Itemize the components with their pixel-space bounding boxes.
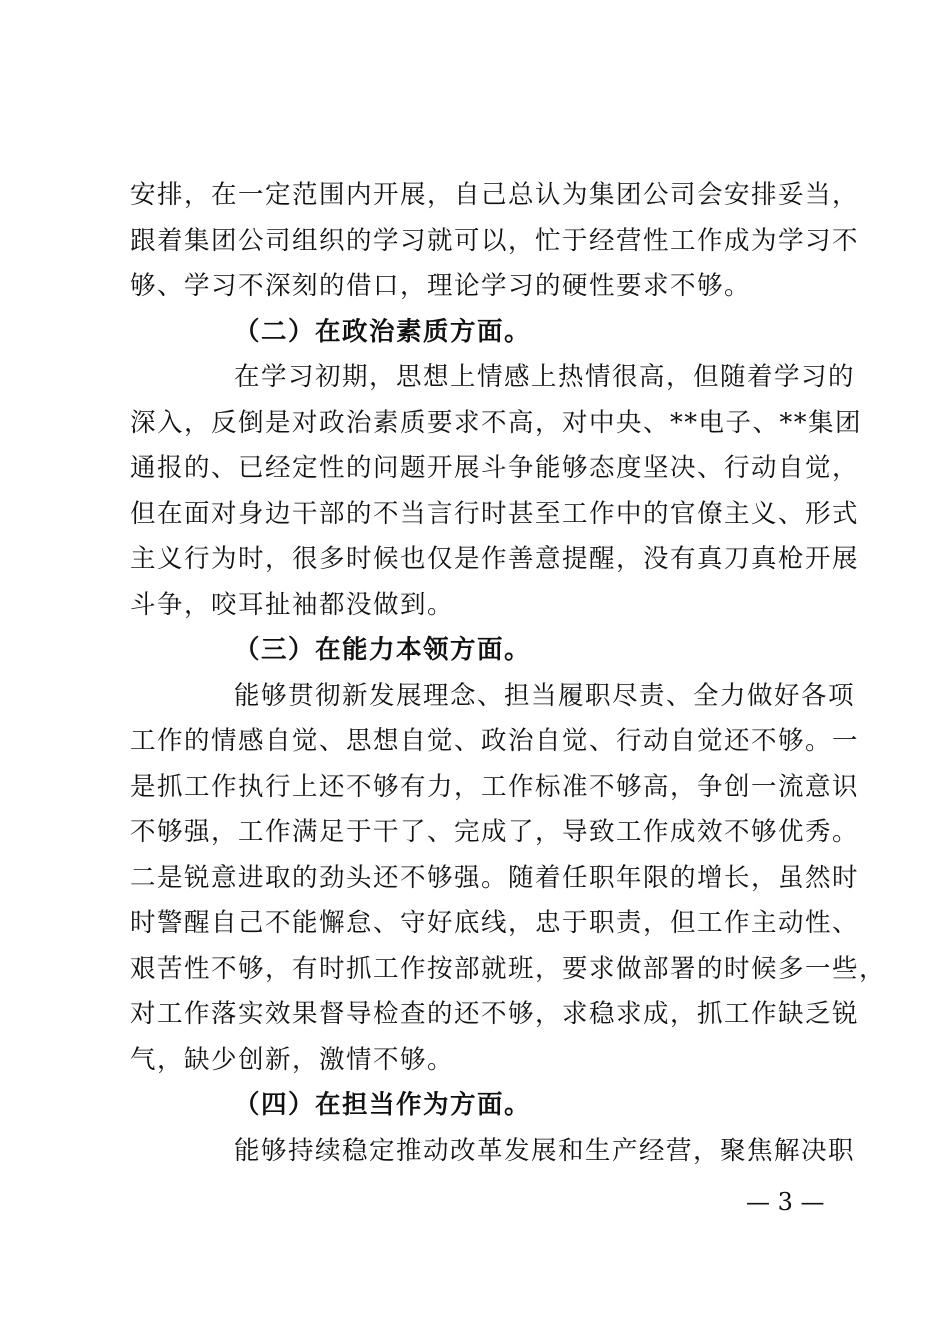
paragraph-line: 是抓工作执行上还不够有力，工作标准不够高，争创一流意识 [130,771,860,802]
paragraph-line: 在学习初期，思想上情感上热情很高，但随着学习的 [234,362,856,392]
paragraph-line: 但在面对身边干部的不当言行时甚至工作中的官僚主义、形式 [130,498,860,529]
paragraph-line: 气，缺少创新，激情不够。 [130,1044,455,1075]
section-heading-political: （二）在政治素质方面。 [234,316,532,347]
paragraph-line: 安排，在一定范围内开展，自己总认为集团公司会安排妥当， [130,180,860,210]
paragraph-line: 跟着集团公司组织的学习就可以，忙于经营性工作成为学习不 [130,225,860,256]
paragraph-line: 工作的情感自觉、思想自觉、政治自觉、行动自觉还不够。一 [130,726,860,756]
paragraph-line: 够、学习不深刻的借口，理论学习的硬性要求不够。 [130,271,752,301]
section-heading-responsibility: （四）在担当作为方面。 [234,1090,532,1120]
paragraph-line: 能够贯彻新发展理念、担当履职尽责、全力做好各项 [234,680,856,711]
paragraph-line: 时警醒自己不能懈怠、守好底线，忠于职责，但工作主动性、 [130,908,860,938]
paragraph-line: 斗争，咬耳扯袖都没做到。 [130,589,455,620]
paragraph-line: 不够强，工作满足于干了、完成了，导致工作成效不够优秀。 [130,817,860,847]
page-number: — 3 — [746,1188,825,1216]
paragraph-line: 深入，反倒是对政治素质要求不高，对中央、**电子、**集团 [130,407,863,438]
paragraph-line: 对工作落实效果督导检查的还不够，求稳求成，抓工作缺乏锐 [130,999,860,1029]
section-heading-ability: （三）在能力本领方面。 [234,635,532,665]
paragraph-line: 能够持续稳定推动改革发展和生产经营，聚焦解决职 [234,1135,856,1166]
paragraph-line: 通报的、已经定性的问题开展斗争能够态度坚决、行动自觉， [130,453,860,483]
paragraph-line: 二是锐意进取的劲头还不够强。随着任职年限的增长，虽然时 [130,862,860,893]
paragraph-line: 艰苦性不够，有时抓工作按部就班，要求做部署的时候多一些， [130,953,887,984]
paragraph-line: 主义行为时，很多时候也仅是作善意提醒，没有真刀真枪开展 [130,544,860,574]
document-body [130,173,887,1174]
